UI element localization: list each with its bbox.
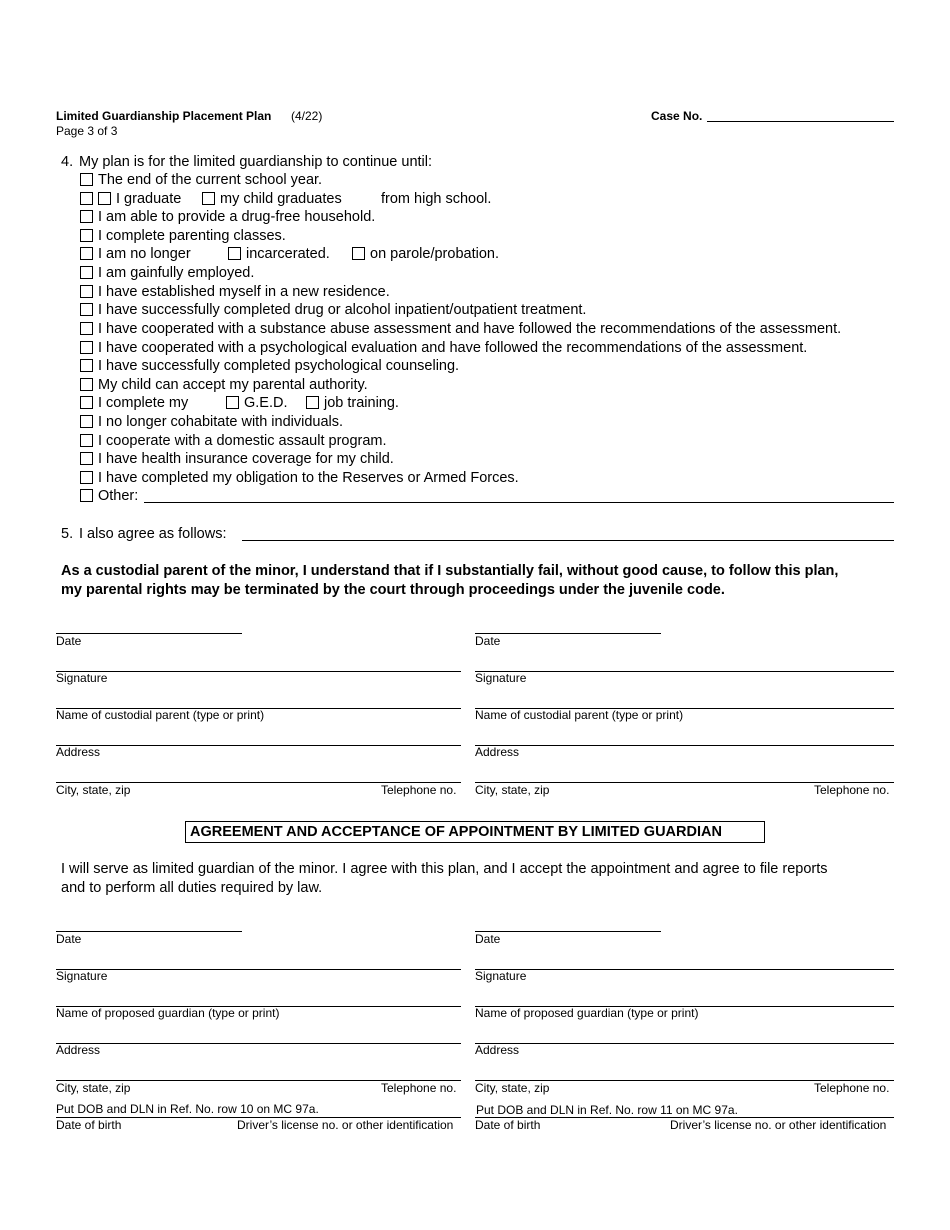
checkbox-other[interactable] — [80, 489, 93, 502]
form-version: (4/22) — [291, 109, 323, 123]
checkbox-psych-eval[interactable] — [80, 341, 93, 354]
checkbox-cohabitate[interactable] — [80, 415, 93, 428]
parent2-city-label: City, state, zip — [475, 783, 550, 797]
warning-line1: As a custodial parent of the minor, I understand that if I substantially fail, without good cause, to follow this plan, — [61, 563, 839, 579]
guardian1-dob-note: Put DOB and DLN in Ref. No. row 10 on MC 97a. — [56, 1102, 319, 1116]
guardian2-dln-label: Driver’s license no. or other identification — [670, 1118, 887, 1132]
option-counseling: I have successfully completed psychological counseling. — [98, 358, 460, 374]
guardian2-dob-note: Put DOB and DLN in Ref. No. row 11 on MC 97a. — [476, 1103, 738, 1117]
parent1-telephone-label: Telephone no. — [381, 783, 457, 797]
parent1-signature-field[interactable] — [56, 671, 461, 672]
guardian2-signature-field[interactable] — [475, 969, 894, 970]
checkbox-school-year[interactable] — [80, 173, 93, 186]
guardian1-telephone-label: Telephone no. — [381, 1081, 457, 1095]
page-number: Page 3 of 3 — [56, 124, 118, 138]
guardian2-city-label: City, state, zip — [475, 1081, 550, 1095]
guardian2-address-field[interactable] — [475, 1043, 894, 1044]
option-reserves: I have completed my obligation to the Reserves or Armed Forces. — [98, 470, 519, 486]
guardian1-signature-field[interactable] — [56, 969, 461, 970]
option-domestic: I cooperate with a domestic assault program. — [98, 433, 387, 449]
checkbox-drug-free[interactable] — [80, 210, 93, 223]
option-from-high-school: from high school. — [381, 191, 492, 207]
checkbox-substance[interactable] — [80, 322, 93, 335]
checkbox-domestic[interactable] — [80, 434, 93, 447]
section4-intro: My plan is for the limited guardianship to continue until: — [79, 154, 433, 170]
checkbox-treatment[interactable] — [80, 303, 93, 316]
option-complete-my: I complete my — [98, 395, 189, 411]
section5-number: 5. — [61, 526, 74, 542]
option-residence: I have established myself in a new residence. — [98, 284, 390, 300]
agreement-line1: I will serve as limited guardian of the minor. I agree with this plan, and I accept the appointment and agree to file reports — [61, 861, 828, 877]
other-field[interactable] — [144, 502, 894, 503]
case-no-label: Case No. — [651, 109, 703, 123]
agreement-heading: AGREEMENT AND ACCEPTANCE OF APPOINTMENT BY LIMITED GUARDIAN — [185, 821, 765, 843]
parent2-address-label: Address — [475, 745, 520, 759]
guardian2-dob-label: Date of birth — [475, 1118, 541, 1132]
checkbox-complete-my[interactable] — [80, 396, 93, 409]
parent1-date-label: Date — [56, 634, 82, 648]
guardian1-name-label: Name of proposed guardian (type or print) — [56, 1006, 280, 1020]
checkbox-employed[interactable] — [80, 266, 93, 279]
parent1-name-label: Name of custodial parent (type or print) — [56, 708, 265, 722]
option-cohabitate: I no longer cohabitate with individuals. — [98, 414, 344, 430]
parent2-telephone-label: Telephone no. — [814, 783, 890, 797]
checkbox-child-graduates[interactable] — [202, 192, 215, 205]
option-no-longer: I am no longer — [98, 246, 191, 262]
guardian1-address-field[interactable] — [56, 1043, 461, 1044]
checkbox-parenting[interactable] — [80, 229, 93, 242]
option-ged: G.E.D. — [244, 395, 288, 411]
checkbox-parole[interactable] — [352, 247, 365, 260]
guardian2-date-field[interactable] — [475, 931, 661, 932]
option-incarcerated: incarcerated. — [246, 246, 330, 262]
checkbox-no-longer[interactable] — [80, 247, 93, 260]
parent2-name-label: Name of custodial parent (type or print) — [475, 708, 684, 722]
checkbox-job-training[interactable] — [306, 396, 319, 409]
guardian2-name-label: Name of proposed guardian (type or print) — [475, 1006, 699, 1020]
guardian1-date-field[interactable] — [56, 931, 242, 932]
parent2-date-field[interactable] — [475, 633, 661, 634]
parent1-city-label: City, state, zip — [56, 783, 131, 797]
guardian1-city-label: City, state, zip — [56, 1081, 131, 1095]
guardian1-dob-label: Date of birth — [56, 1118, 122, 1132]
option-parole: on parole/probation. — [370, 246, 499, 262]
guardian1-date-label: Date — [56, 932, 82, 946]
option-drug-free: I am able to provide a drug-free household. — [98, 209, 376, 225]
parent1-address-label: Address — [56, 745, 101, 759]
option-job-training: job training. — [324, 395, 399, 411]
option-parenting: I complete parenting classes. — [98, 228, 286, 244]
parent1-signature-label: Signature — [56, 671, 108, 685]
checkbox-insurance[interactable] — [80, 452, 93, 465]
parent2-address-field[interactable] — [475, 745, 894, 746]
checkbox-reserves[interactable] — [80, 471, 93, 484]
option-child-graduates: my child graduates — [220, 191, 342, 207]
option-psych-eval: I have cooperated with a psychological evaluation and have followed the recommendations of the assessment. — [98, 340, 808, 356]
option-other: Other: — [98, 488, 139, 504]
parent1-date-field[interactable] — [56, 633, 242, 634]
option-insurance: I have health insurance coverage for my child. — [98, 451, 394, 467]
checkbox-ged[interactable] — [226, 396, 239, 409]
warning-line2: my parental rights may be terminated by the court through proceedings under the juvenile code. — [61, 582, 725, 598]
parent2-signature-label: Signature — [475, 671, 527, 685]
parent2-signature-field[interactable] — [475, 671, 894, 672]
checkbox-residence[interactable] — [80, 285, 93, 298]
guardian2-address-label: Address — [475, 1043, 520, 1057]
form-title: Limited Guardianship Placement Plan — [56, 109, 272, 123]
section4-number: 4. — [61, 154, 74, 170]
guardian2-telephone-label: Telephone no. — [814, 1081, 890, 1095]
guardian1-address-label: Address — [56, 1043, 101, 1057]
checkbox-i-graduate[interactable] — [98, 192, 111, 205]
case-no-field[interactable] — [707, 121, 894, 122]
checkbox-incarcerated[interactable] — [228, 247, 241, 260]
checkbox-authority[interactable] — [80, 378, 93, 391]
agreement-line2: and to perform all duties required by law. — [61, 880, 323, 896]
option-i-graduate: I graduate — [116, 191, 182, 207]
checkbox-counseling[interactable] — [80, 359, 93, 372]
agree-field[interactable] — [242, 540, 894, 541]
option-authority: My child can accept my parental authority. — [98, 377, 368, 393]
option-treatment: I have successfully completed drug or alcohol inpatient/outpatient treatment. — [98, 302, 587, 318]
guardian1-signature-label: Signature — [56, 969, 108, 983]
guardian2-date-label: Date — [475, 932, 501, 946]
option-school-year: The end of the current school year. — [98, 172, 323, 188]
parent1-address-field[interactable] — [56, 745, 461, 746]
option-substance: I have cooperated with a substance abuse assessment and have followed the recommendations of the assessment. — [98, 321, 842, 337]
section5-text: I also agree as follows: — [79, 526, 227, 542]
checkbox-graduation[interactable] — [80, 192, 93, 205]
guardian1-dln-label: Driver’s license no. or other identification — [237, 1118, 454, 1132]
option-employed: I am gainfully employed. — [98, 265, 255, 281]
guardian2-signature-label: Signature — [475, 969, 527, 983]
parent2-date-label: Date — [475, 634, 501, 648]
